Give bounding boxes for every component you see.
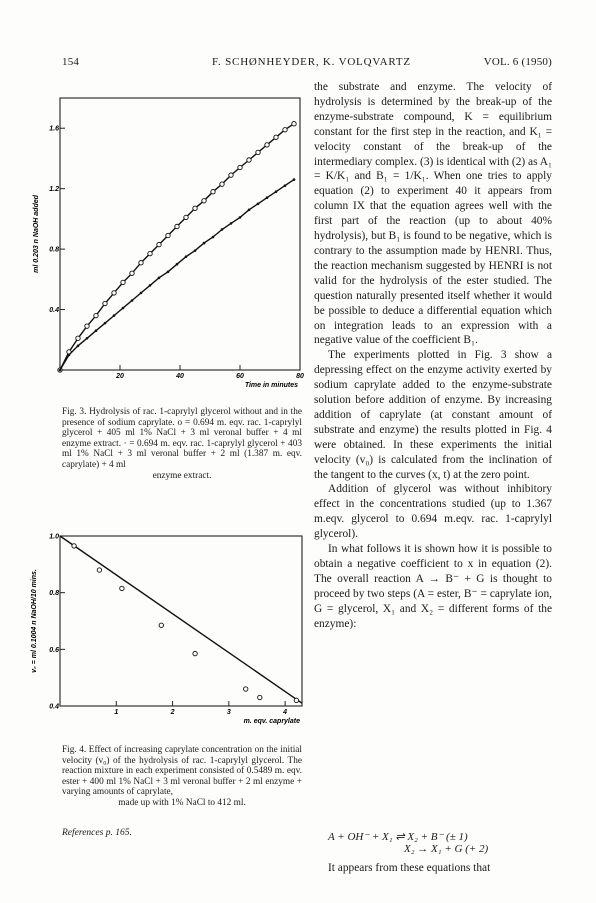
data-point xyxy=(193,651,197,655)
data-point xyxy=(77,345,80,348)
x-axis-label: m. eqv. caprylate xyxy=(243,718,300,725)
data-point xyxy=(293,178,296,181)
figure-3-chart xyxy=(30,88,310,388)
data-point xyxy=(283,128,287,132)
data-point xyxy=(284,184,287,187)
data-point xyxy=(121,280,125,284)
data-point xyxy=(294,698,298,702)
x-tick-label: 1 xyxy=(114,709,119,716)
data-point xyxy=(248,209,251,212)
data-point xyxy=(139,261,143,265)
y-tick-label: 0.8 xyxy=(49,590,59,598)
page-number: 154 xyxy=(62,56,80,68)
data-point xyxy=(85,324,89,328)
x-axis-label: Time in minutes xyxy=(244,382,298,389)
x-tick-label: 20 xyxy=(116,373,124,380)
data-point xyxy=(256,150,260,154)
body-column-end xyxy=(314,861,552,876)
equation-1: A + OH⁻ + X₁ ⇌ X₂ + B⁻ (± 1) xyxy=(328,831,468,843)
data-point xyxy=(103,301,107,305)
data-point xyxy=(176,263,179,266)
figure-3-caption xyxy=(62,407,302,481)
y-tick-label: 0.4 xyxy=(49,307,59,315)
data-point xyxy=(157,242,161,246)
data-point xyxy=(202,199,206,203)
paragraph-1: the substrate and enzyme. The velocity of hydrolysis is determined by the break-up of the enzyme-substrate compound, K = equilibrium constant for the first step in the reaction, and K₁ = velocity constant of the break-up of the intermediary complex. (3) is identical with (2) as A₁ = K/K₁ and B₁ = 1/K₁. When one tries to apply equation (2) to experiment 40 it appears from column IX that the equation agrees well with the first part of the reaction (up to about 40% hydrolysis), but B₁ is found to be negative, which is contrary to the assumption made by HENRI. Thus, the reaction mechanism suggested by HENRI is not valid for the hydrolysis of the ester studied. The question naturally presented itself whether it would be possible to deduce a differential equation which on integration leads to an expression with a negative value of the coefficient B₁. xyxy=(314,81,552,347)
equations xyxy=(318,830,554,855)
y-tick-label: 1.2 xyxy=(49,186,59,194)
data-point xyxy=(130,271,134,275)
references-note: References p. 165. xyxy=(62,828,132,838)
data-point xyxy=(221,228,224,231)
data-point xyxy=(266,196,269,199)
data-point xyxy=(140,292,143,295)
data-point xyxy=(194,249,197,252)
data-point xyxy=(112,291,116,295)
data-point xyxy=(244,687,248,691)
data-point xyxy=(292,121,296,125)
x-tick-label: 60 xyxy=(236,373,244,380)
data-point xyxy=(247,158,251,162)
data-point xyxy=(148,251,152,255)
data-point xyxy=(76,336,80,340)
data-point xyxy=(95,329,98,332)
data-point xyxy=(275,190,278,193)
figure-3-caption-text: Fig. 3. Hydrolysis of rac. 1-caprylyl glycerol without and in the presence of sodium caprylate. o = 0.694 m. eqv. rac. 1-caprylyl glycerol + 405 ml 1% NaCl + 3 ml veronal buffer + 4 ml enzyme extract. · = 0.694 m. eqv. rac. 1-caprylyl glycerol + 403 ml 1% NaCl + 3 ml veronal buffer + 2 ml (1.387 m. eqv. caprylate) + 4 ml xyxy=(62,407,302,470)
data-point xyxy=(220,182,224,186)
data-point xyxy=(68,354,71,357)
data-point xyxy=(120,586,124,590)
y-tick-label: 1.0 xyxy=(49,533,59,541)
data-point xyxy=(122,307,125,310)
paragraph-5: It appears from these equations that xyxy=(328,862,491,874)
figure-4-caption-end: made up with 1% NaCl to 412 ml. xyxy=(118,797,246,808)
data-point xyxy=(94,313,98,317)
data-point xyxy=(97,568,101,572)
data-point xyxy=(59,369,62,372)
data-point xyxy=(274,135,278,139)
body-column xyxy=(314,80,552,632)
figure-4 xyxy=(30,530,310,735)
data-point xyxy=(257,202,260,205)
running-authors: F. SCHØNHEYDER, K. VOLQVARTZ xyxy=(212,56,411,68)
series-line-1 xyxy=(60,124,294,370)
x-tick-label: 40 xyxy=(176,373,184,380)
volume-label: VOL. 6 (1950) xyxy=(483,56,552,68)
y-tick-label: 0.8 xyxy=(49,246,59,254)
y-tick-label: 0.6 xyxy=(49,646,59,654)
x-tick-label: 4 xyxy=(283,709,288,716)
figure-4-chart xyxy=(30,530,310,735)
data-point xyxy=(230,222,233,225)
figure-4-caption xyxy=(62,745,302,809)
data-point xyxy=(193,206,197,210)
y-tick-label: 1.6 xyxy=(49,125,59,133)
data-point xyxy=(229,173,233,177)
data-point xyxy=(184,215,188,219)
y-axis-label: v₀ = ml 0.1004 n NaOH/10 mins. xyxy=(31,569,38,673)
x-tick-label: 2 xyxy=(170,709,175,716)
data-point xyxy=(239,216,242,219)
y-tick-label: 0.4 xyxy=(49,703,59,711)
data-point xyxy=(203,242,206,245)
data-point xyxy=(238,165,242,169)
plot-frame xyxy=(60,98,300,370)
paragraph-4: In what follows it is shown how it is possible to obtain a negative coefficient to x in equation (2). The overall reaction A → B⁻ + G is thought to proceed by two steps (A = ester, B⁻ = caprylate ion, G = glycerol, X₁ and X₂ = different forms of the enzyme): xyxy=(314,543,552,630)
y-axis-label: ml 0.203 n NaOH added xyxy=(33,195,40,273)
data-point xyxy=(158,277,161,280)
data-point xyxy=(185,255,188,258)
x-tick-label: 3 xyxy=(226,709,231,716)
equation-2: X₂ → X₁ + G (+ 2) xyxy=(404,843,489,855)
data-point xyxy=(212,236,215,239)
paragraph-3: Addition of glycerol was without inhibitory effect in the concentrations studied (up to 1.367 m.eqv. glycerol to 0.694 m.eqv. rac. 1-caprylyl glycerol). xyxy=(314,483,552,541)
data-point xyxy=(86,337,89,340)
data-point xyxy=(113,314,116,317)
fit-line xyxy=(60,536,302,703)
data-point xyxy=(175,224,179,228)
x-tick-label: 80 xyxy=(296,373,304,380)
data-point xyxy=(149,284,152,287)
data-point xyxy=(131,299,134,302)
figure-3-caption-end: enzyme extract. xyxy=(152,470,212,481)
paragraph-2: The experiments plotted in Fig. 3 show a depressing effect on the enzyme activity exerted by sodium caprylate added to the enzyme-substrate solution before addition of enzyme. By increasing addition of caprylate (at constant amount of substrate and enzyme) the results plotted in Fig. 4 were obtained. In these experiments the initial velocity (v₀) is calculated from the inclination of the tangent to the curves (x, t) at the zero point. xyxy=(314,349,552,481)
data-point xyxy=(72,544,76,548)
figure-3 xyxy=(30,88,310,388)
data-point xyxy=(167,270,170,273)
figure-4-caption-text: Fig. 4. Effect of increasing caprylate concentration on the initial velocity (v₀) of the hydrolysis of rac. 1-caprylyl glycerol. The reaction mixture in each experiment consisted of 0.5489 m. eqv. ester + 400 ml 1% NaCl + 3 ml veronal buffer + 2 ml enzyme + varying amounts of caprylate, xyxy=(62,745,302,798)
data-point xyxy=(166,233,170,237)
data-point xyxy=(159,623,163,627)
data-point xyxy=(265,143,269,147)
data-point xyxy=(211,189,215,193)
series-line-2 xyxy=(60,180,294,370)
data-point xyxy=(258,695,262,699)
data-point xyxy=(104,322,107,325)
